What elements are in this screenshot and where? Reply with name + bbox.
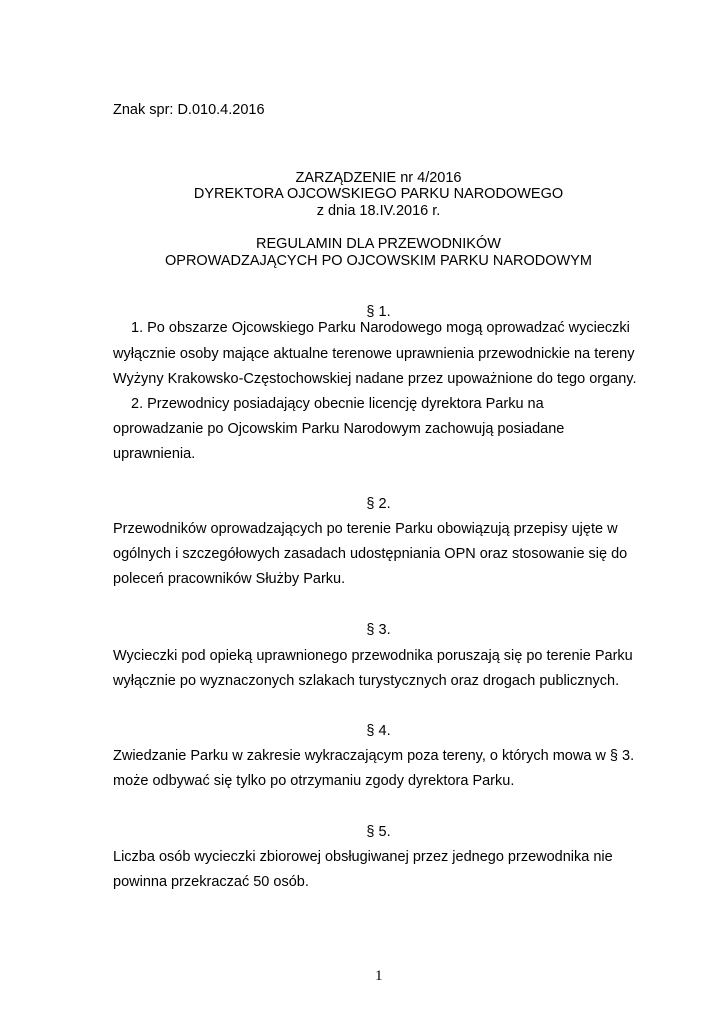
section-1-heading: § 1. [366, 304, 391, 320]
regulation-title-line-1: REGULAMIN DLA PRZEWODNIKÓW [256, 236, 501, 252]
decree-title: ZARZĄDZENIE nr 4/2016 [295, 170, 462, 186]
section-5-heading: § 5. [366, 824, 391, 840]
page-number: 1 [375, 968, 383, 984]
section-3-paragraph-line: Wycieczki pod opieką uprawnionego przewodnika poruszają się po terenie Parku [113, 648, 633, 664]
document-reference: Znak spr: D.010.4.2016 [113, 102, 265, 118]
section-2-heading: § 2. [366, 496, 391, 512]
section-2-paragraph-line: ogólnych i szczegółowych zasadach udostępniania OPN oraz stosowanie się do [113, 546, 628, 562]
section-2-paragraph-line: poleceń pracowników Służby Parku. [113, 571, 346, 587]
section-5-paragraph-line: Liczba osób wycieczki zbiorowej obsługiwanej przez jednego przewodnika nie [113, 849, 613, 865]
section-1-paragraph-line: 1. Po obszarze Ojcowskiego Parku Narodowego mogą oprowadzać wycieczki [131, 320, 630, 336]
section-1-paragraph-line: wyłącznie osoby mające aktualne terenowe uprawnienia przewodnickie na tereny [113, 346, 635, 362]
section-3-heading: § 3. [366, 622, 391, 638]
section-1-paragraph-line: uprawnienia. [113, 446, 196, 462]
section-1-paragraph-line: oprowadzanie po Ojcowskim Parku Narodowym zachowują posiadane [113, 421, 565, 437]
section-4-paragraph-line: Zwiedzanie Parku w zakresie wykraczającym poza tereny, o których mowa w § 3. [113, 748, 635, 764]
section-5-paragraph-line: powinna przekraczać 50 osób. [113, 874, 309, 890]
decree-date: z dnia 18.IV.2016 r. [316, 203, 441, 219]
regulation-title-line-2: OPROWADZAJĄCYCH PO OJCOWSKIM PARKU NARODOWYM [165, 253, 592, 269]
decree-issuer: DYREKTORA OJCOWSKIEGO PARKU NARODOWEGO [193, 186, 564, 202]
section-1-paragraph-line: 2. Przewodnicy posiadający obecnie licencję dyrektora Parku na [131, 396, 544, 412]
section-2-paragraph-line: Przewodników oprowadzających po terenie Parku obowiązują przepisy ujęte w [113, 521, 618, 537]
section-3-paragraph-line: wyłącznie po wyznaczonych szlakach turystycznych oraz drogach publicznych. [113, 673, 620, 689]
section-4-paragraph-line: może odbywać się tylko po otrzymaniu zgody dyrektora Parku. [113, 773, 515, 789]
section-1-paragraph-line: Wyżyny Krakowsko-Częstochowskiej nadane przez upoważnione do tego organy. [113, 371, 637, 387]
section-4-heading: § 4. [366, 723, 391, 739]
